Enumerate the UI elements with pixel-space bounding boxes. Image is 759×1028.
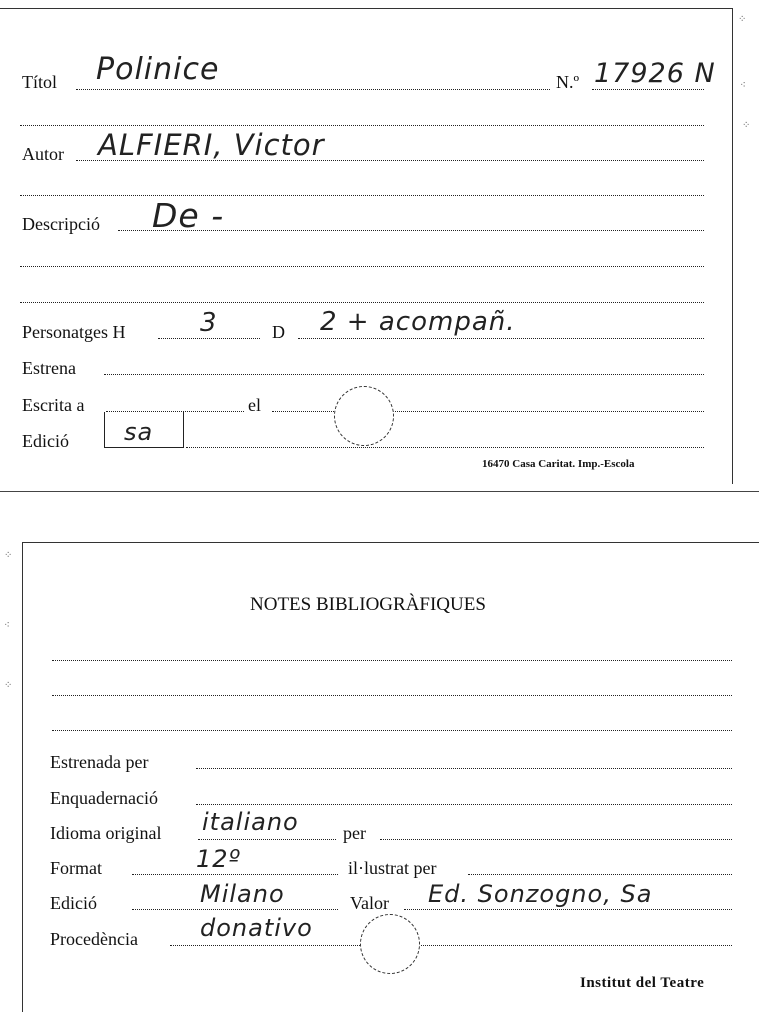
idioma-line [198, 839, 336, 840]
scan-speckle: ⁘ [742, 120, 751, 131]
autor-value: ALFIERI, Victor [98, 128, 325, 162]
numero-value: 17926 N [594, 58, 716, 89]
format-value: 12º [196, 845, 241, 873]
scan-speckle: ⁖ [740, 80, 746, 91]
printer-note: 16470 Casa Caritat. Imp.-Escola [482, 458, 635, 470]
back-edicio-label: Edició [50, 893, 97, 913]
notes-line-1 [52, 660, 732, 661]
back-heading: NOTES BIBLIOGRÀFIQUES [250, 594, 486, 615]
estrena-label: Estrena [22, 358, 76, 378]
back-edicio-line [132, 909, 338, 910]
edicio-value: sa [124, 418, 154, 446]
estrenada-label: Estrenada per [50, 752, 149, 772]
institut-label: Institut del Teatre [580, 975, 705, 991]
titol-line [76, 89, 550, 90]
idioma-value: italiano [202, 808, 299, 836]
personatges-d-line [298, 338, 704, 339]
punch-hole [334, 386, 394, 446]
titol-label: Títol [22, 72, 57, 92]
personatges-h-value: 3 [200, 308, 218, 338]
valor-line [404, 909, 732, 910]
idioma-label: Idioma original [50, 823, 162, 843]
punch-hole [360, 914, 420, 974]
descripcio-extra-line-1 [20, 266, 704, 267]
procedencia-label: Procedència [50, 929, 138, 949]
numero-line [592, 89, 704, 90]
procedencia-value: donativo [200, 914, 313, 942]
valor-value: Ed. Sonzogno, Sa [428, 880, 653, 908]
per-line [380, 839, 732, 840]
scan-speckle: ⁘ [738, 14, 747, 25]
per-label: per [343, 823, 366, 843]
format-line [132, 874, 338, 875]
scan-speckle: ⁘ [4, 680, 13, 691]
notes-line-3 [52, 730, 732, 731]
format-label: Format [50, 858, 102, 878]
numero-label: N.º [556, 72, 580, 92]
autor-extra-line [20, 195, 704, 196]
estrena-line [104, 374, 704, 375]
escrita-label: Escrita a [22, 395, 85, 415]
notes-line-2 [52, 695, 732, 696]
scan-speckle: ⁖ [4, 620, 10, 631]
personatges-h-line [158, 338, 260, 339]
personatges-label: Personatges H [22, 322, 126, 342]
back-edicio-value: Milano [200, 880, 285, 908]
descripcio-extra-line-2 [20, 302, 704, 303]
edicio-label: Edició [22, 431, 69, 451]
card-separator [0, 491, 759, 492]
autor-label: Autor [22, 144, 64, 164]
titol-extra-line [20, 125, 704, 126]
edicio-line [186, 447, 704, 448]
descripcio-value: De - [152, 196, 225, 235]
el-label: el [248, 395, 261, 415]
personatges-d-value: 2 + acompañ. [320, 307, 516, 337]
illustrat-line [468, 874, 732, 875]
estrenada-line [196, 768, 732, 769]
enquadernacio-line [196, 804, 732, 805]
enquadernacio-label: Enquadernació [50, 788, 158, 808]
titol-value: Polinice [96, 52, 220, 87]
scan-speckle: ⁘ [4, 550, 13, 561]
descripcio-label: Descripció [22, 214, 100, 234]
illustrat-label: il·lustrat per [348, 858, 437, 878]
procedencia-line [170, 945, 732, 946]
valor-label: Valor [350, 893, 389, 913]
personatges-d-label: D [272, 322, 285, 342]
